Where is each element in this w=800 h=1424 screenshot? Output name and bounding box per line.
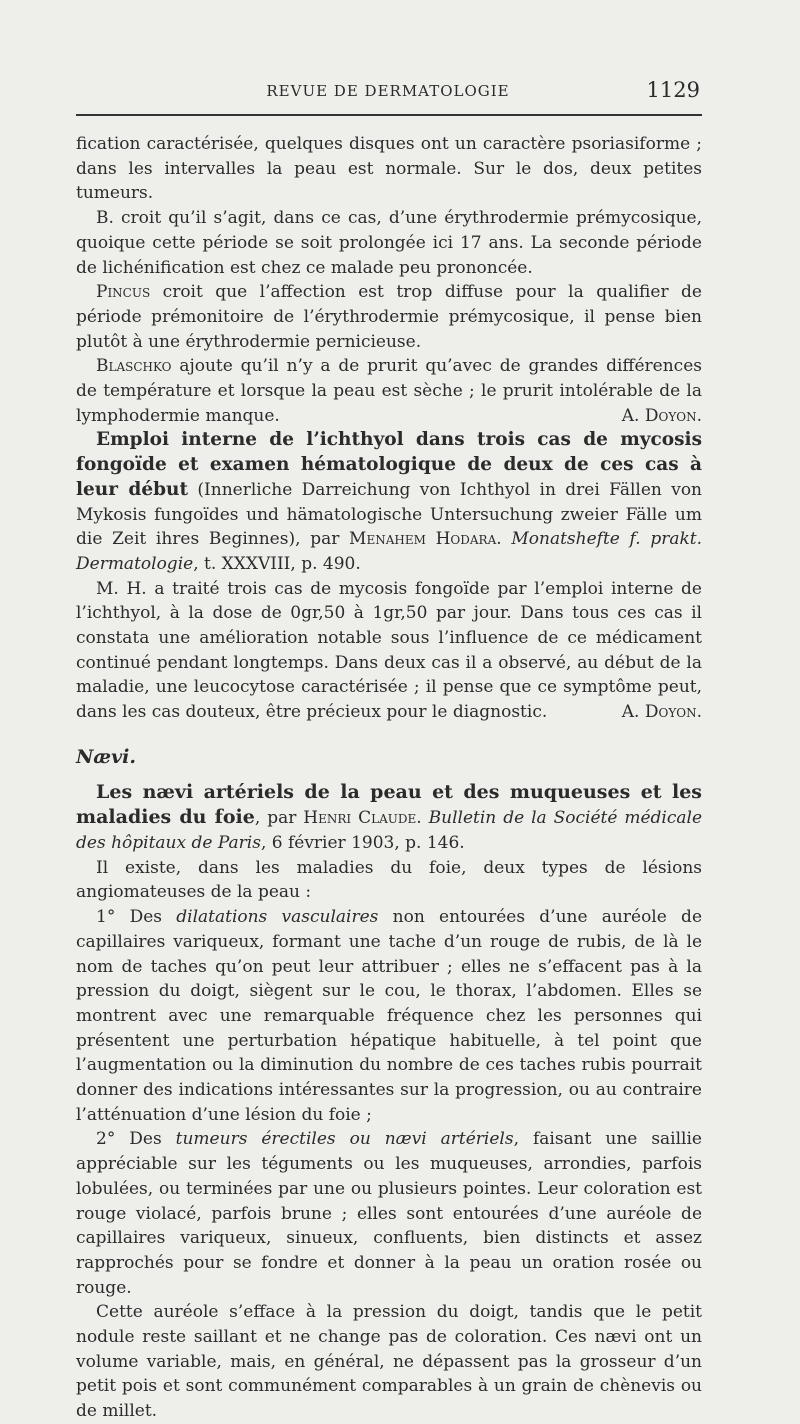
paragraph: fication caractérisée, quelques disques ont un caractère psoriasiforme ; dans les intervalles la peau est normale. Sur le dos, deux petites tumeurs. [76,134,702,204]
running-title: REVUE DE DERMATOLOGIE [266,82,510,100]
author-name: Blaschko [96,356,172,377]
article-title: Les nævi artériels de la peau et des muqueuses et les maladies du foie [76,780,702,829]
journal-name: Monatshefte f. prakt. Dermatologie [76,529,702,574]
page-body [76,132,702,1424]
paragraph: Blaschko ajoute qu’il n’y a de prurit qu’avec de grandes différences de température et lorsque la peau est sèche ; le prurit intolérable de la lymphodermie manque. A. Doyon. [76,354,702,428]
section-heading: Nævi. [76,745,136,768]
paragraph: 1° Des dilatations vasculaires non entourées d’une auréole de capillaires variqueux, formant une tache d’un rouge de rubis, de là le nom de taches qu’on peut leur attribuer ; elles ne s’effacent pas à la pression du doigt, siègent sur le cou, le thorax, l’abdomen. Elles se montrent avec une remarquable fréquence chez les personnes qui présentent une perturbation hépatique habituelle, à tel point que l’augmentation ou la diminution du nombre de ces taches rubis pourrait donner des indications intéressantes sur la progression, ou au contraire l’atténuation d’une lésion du foie ; [76,907,703,1125]
article-heading: Les nævi artériels de la peau et des muqueuses et les maladies du foie, par Henri Claude. Bulletin de la Société médicale des hôpitaux de Paris, 6 février 1903, p. 146. [76,780,703,853]
page-number: 1129 [646,78,700,102]
article-author: Henri Claude [303,808,417,829]
article-heading: Emploi interne de l’ichthyol dans trois cas de mycosis fongoïde et examen hématologique de deux de ces cas à leur début (Innerliche Darreichung von Ichthyol in drei Fällen von Mykosis fungoïdes und hämatologische Untersuchung zweier Fälle um die Zeit ihres Beginnes), par Menahem Hodara. Monatshefte f. prakt. Dermatologie, t. XXXVIII, p. 490. [76,429,702,574]
journal-name: Bulletin de la Société médicale des hôpitaux de Paris [76,808,703,853]
paragraph: M. H. a traité trois cas de mycosis fongoïde par l’emploi interne de l’ichthyol, à la dose de 0gr,50 à 1gr,50 par jour. Dans tous ces cas il constata une amélioration notable sous l’influence de ce médicament continué pendant longtemps. Dans deux cas il a observé, au début de la maladie, une leucocytose caractérisée ; il pense que ce symptôme peut, dans les cas douteux, être précieux pour le diagnostic. A. Doyon. [76,577,702,725]
signature: A. Doyon. [621,702,702,723]
header-rule [76,114,702,116]
paragraph: Pincus croit que l’affection est trop diffuse pour la qualifier de période prémonitoire de l’érythrodermie prémycosique, il pense bien plutôt à une érythrodermie pernicieuse. [76,282,702,352]
paragraph: Il existe, dans les maladies du foie, deux types de lésions angiomateuses de la peau : [76,857,702,903]
paragraph: 2° Des tumeurs érectiles ou nævi artériels, faisant une saillie appréciable sur les téguments ou les muqueuses, arrondies, parfois lobulées, ou terminées par une ou plusieurs pointes. Leur coloration est rouge violacé, parfois brune ; elles sont entourées d’une auréole de capillaires variqueux, sinueux, confluents, bien distincts et assez rapprochés pour se fondre et donner à la peau un oration rosée ou rouge. [76,1129,702,1298]
page-header [76,78,700,108]
article-title: Emploi interne de l’ichthyol dans trois cas de mycosis fongoïde et examen hématologique de deux de ces cas à leur début [76,429,702,500]
article-author: Menahem Hodara [349,529,497,550]
author-name: Pincus [96,282,151,303]
paragraph: Cette auréole s’efface à la pression du doigt, tandis que le petit nodule reste saillant et ne change pas de coloration. Ces nævi ont un volume variable, mais, en général, ne dépassent pas la grosseur d’un petit pois et sont communément comparables à un grain de chènevis ou de millet. [76,1302,702,1422]
paragraph: B. croit qu’il s’agit, dans ce cas, d’une érythrodermie prémycosique, quoique cette période se soit prolongée ici 17 ans. La seconde période de lichénification est chez ce malade peu prononcée. [76,208,702,278]
signature: A. Doyon. [621,405,702,426]
